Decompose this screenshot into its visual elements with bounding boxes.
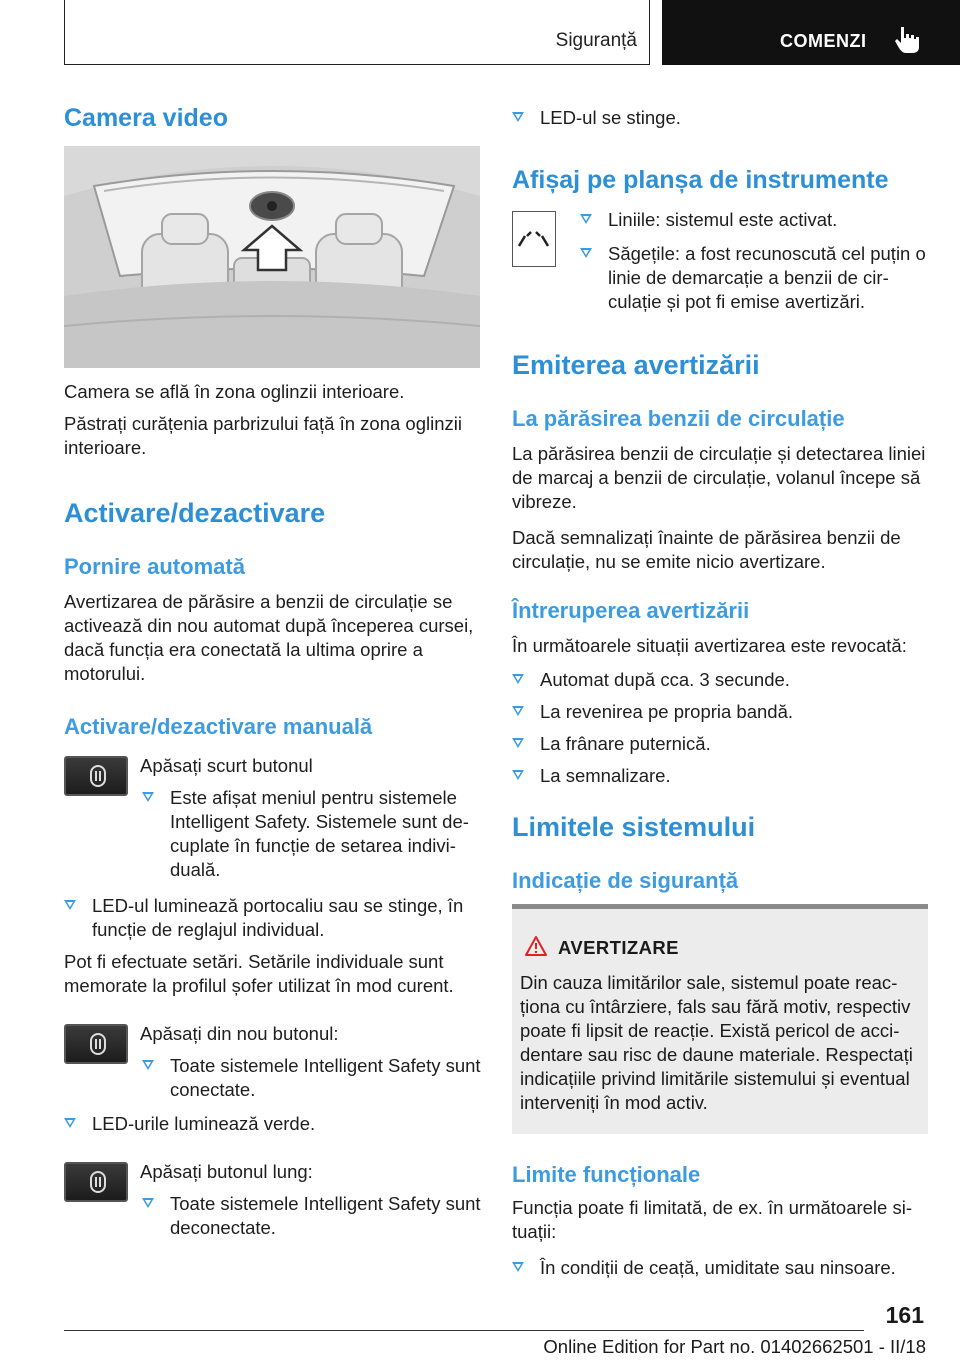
- chapter-title: COMENZI: [780, 31, 867, 51]
- car-interior-illustration: [64, 146, 480, 368]
- warning-triangle-icon: [524, 935, 548, 957]
- header-chapter-tab: [662, 0, 960, 65]
- camera-clean-text: Păstrați curățenia parbrizului față în zona oglinzii interioare.: [64, 413, 462, 458]
- header-section-tab: [64, 0, 650, 65]
- auto-start-heading: Pornire automată: [64, 554, 245, 579]
- step3-text: Apăsați butonul lung:: [140, 1161, 313, 1182]
- functional-limits-bullet-1: În condiții de ceață, umiditate sau ninsoare.: [512, 1256, 930, 1280]
- settings-note: Pot fi efectuate setări. Setările individuale sunt memorate la profilul șofer utilizat în mod curent.: [64, 951, 454, 996]
- functional-limits-heading: Limite funcționale: [512, 1162, 701, 1187]
- interrupt-text: În următoarele situații avertizarea este revocată:: [512, 635, 907, 656]
- intelligent-safety-button-icon: [64, 756, 128, 796]
- lane-leaving-text-1: La părăsirea benzii de circulație și detectarea liniei de marcaj a benzii de circulație, volanul începe să vibreze.: [512, 443, 926, 512]
- interrupt-bullet-2: La revenirea pe propria bandă.: [512, 700, 930, 724]
- intelligent-safety-button-icon-2: [64, 1024, 128, 1064]
- manual-heading: Activare/dezactivare manuală: [64, 714, 373, 739]
- safety-note-heading: Indicație de siguranță: [512, 868, 739, 893]
- edition-text: Online Edition for Part no. 01402662501 - II/18: [543, 1336, 926, 1357]
- step1-bullet-2: LED-ul luminează portocaliu sau se stinge, în funcție de reglajul individual.: [64, 894, 482, 942]
- lane-departure-display-icon: [512, 211, 556, 267]
- display-bullet-lines: Liniile: sistemul este activat.: [580, 208, 928, 232]
- led-off-bullet: LED-ul se stinge.: [512, 106, 928, 130]
- step2-bullet-1: Toate sistemele Intelligent Safety sunt conectate.: [142, 1054, 482, 1102]
- system-limits-heading: Limitele sistemului: [512, 812, 756, 842]
- interrupt-bullet-4: La semnalizare.: [512, 764, 930, 788]
- lane-leaving-text-2: Dacă semnalizați înainte de părăsirea benzii de circulație, nu se emite nicio avertizare.: [512, 527, 901, 572]
- step2-bullet-2: LED-urile luminează verde.: [64, 1112, 482, 1136]
- warning-emission-heading: Emiterea avertizării: [512, 350, 760, 380]
- interrupt-heading: Întreruperea avertizării: [512, 598, 750, 623]
- functional-limits-text: Funcția poate fi limitată, de ex. în următoarele situații:: [512, 1197, 913, 1242]
- warning-box: [512, 904, 928, 1134]
- interrupt-bullet-3: La frânare puternică.: [512, 732, 930, 756]
- section-title: Siguranță: [555, 30, 637, 51]
- step2-text: Apăsați din nou butonul:: [140, 1023, 339, 1044]
- display-bullet-arrows: Săgețile: a fost recunoscută cel puțin o linie de demarcație a benzii de circulație și pot fi emise avertizări.: [580, 242, 928, 314]
- lane-leaving-heading: La părăsirea benzii de circulație: [512, 406, 845, 431]
- auto-start-text: Avertizarea de părăsire a benzii de circulație se activează din nou automat după începerea cursei, dacă funcția era conectată la ultima oprire a motorului.: [64, 591, 474, 684]
- warning-text: Din cauza limitărilor sale, sistemul poate reacționa cu întârziere, fals sau fără motiv, respectiv poate fi lipsit de reacție. Există pericol de accidentare sau risc de daune materiale. Respectați indicațiile privind limitările sistemului și eventual interveniți în mod activ.: [520, 972, 913, 1113]
- step1-text: Apăsați scurt butonul: [140, 755, 313, 776]
- activation-heading: Activare/dezactivare: [64, 498, 326, 528]
- page-number: 161: [885, 1302, 924, 1328]
- hand-pointer-icon: [892, 25, 922, 55]
- camera-location-photo: [64, 146, 480, 368]
- intelligent-safety-button-icon-3: [64, 1162, 128, 1202]
- camera-heading: Camera video: [64, 104, 228, 132]
- display-heading: Afișaj pe planșa de instrumente: [512, 166, 889, 194]
- step1-bullet-1: Este afișat meniul pentru sistemele Intelligent Safety. Sistemele sunt decuplate în funcție de setarea individuală.: [142, 786, 482, 882]
- warning-title: AVERTIZARE: [558, 937, 679, 958]
- interrupt-bullet-1: Automat după cca. 3 secunde.: [512, 668, 930, 692]
- camera-location-text: Camera se află în zona oglinzii interioare.: [64, 381, 405, 402]
- step3-bullet-1: Toate sistemele Intelligent Safety sunt deconectate.: [142, 1192, 482, 1240]
- footer-divider: [64, 1330, 864, 1331]
